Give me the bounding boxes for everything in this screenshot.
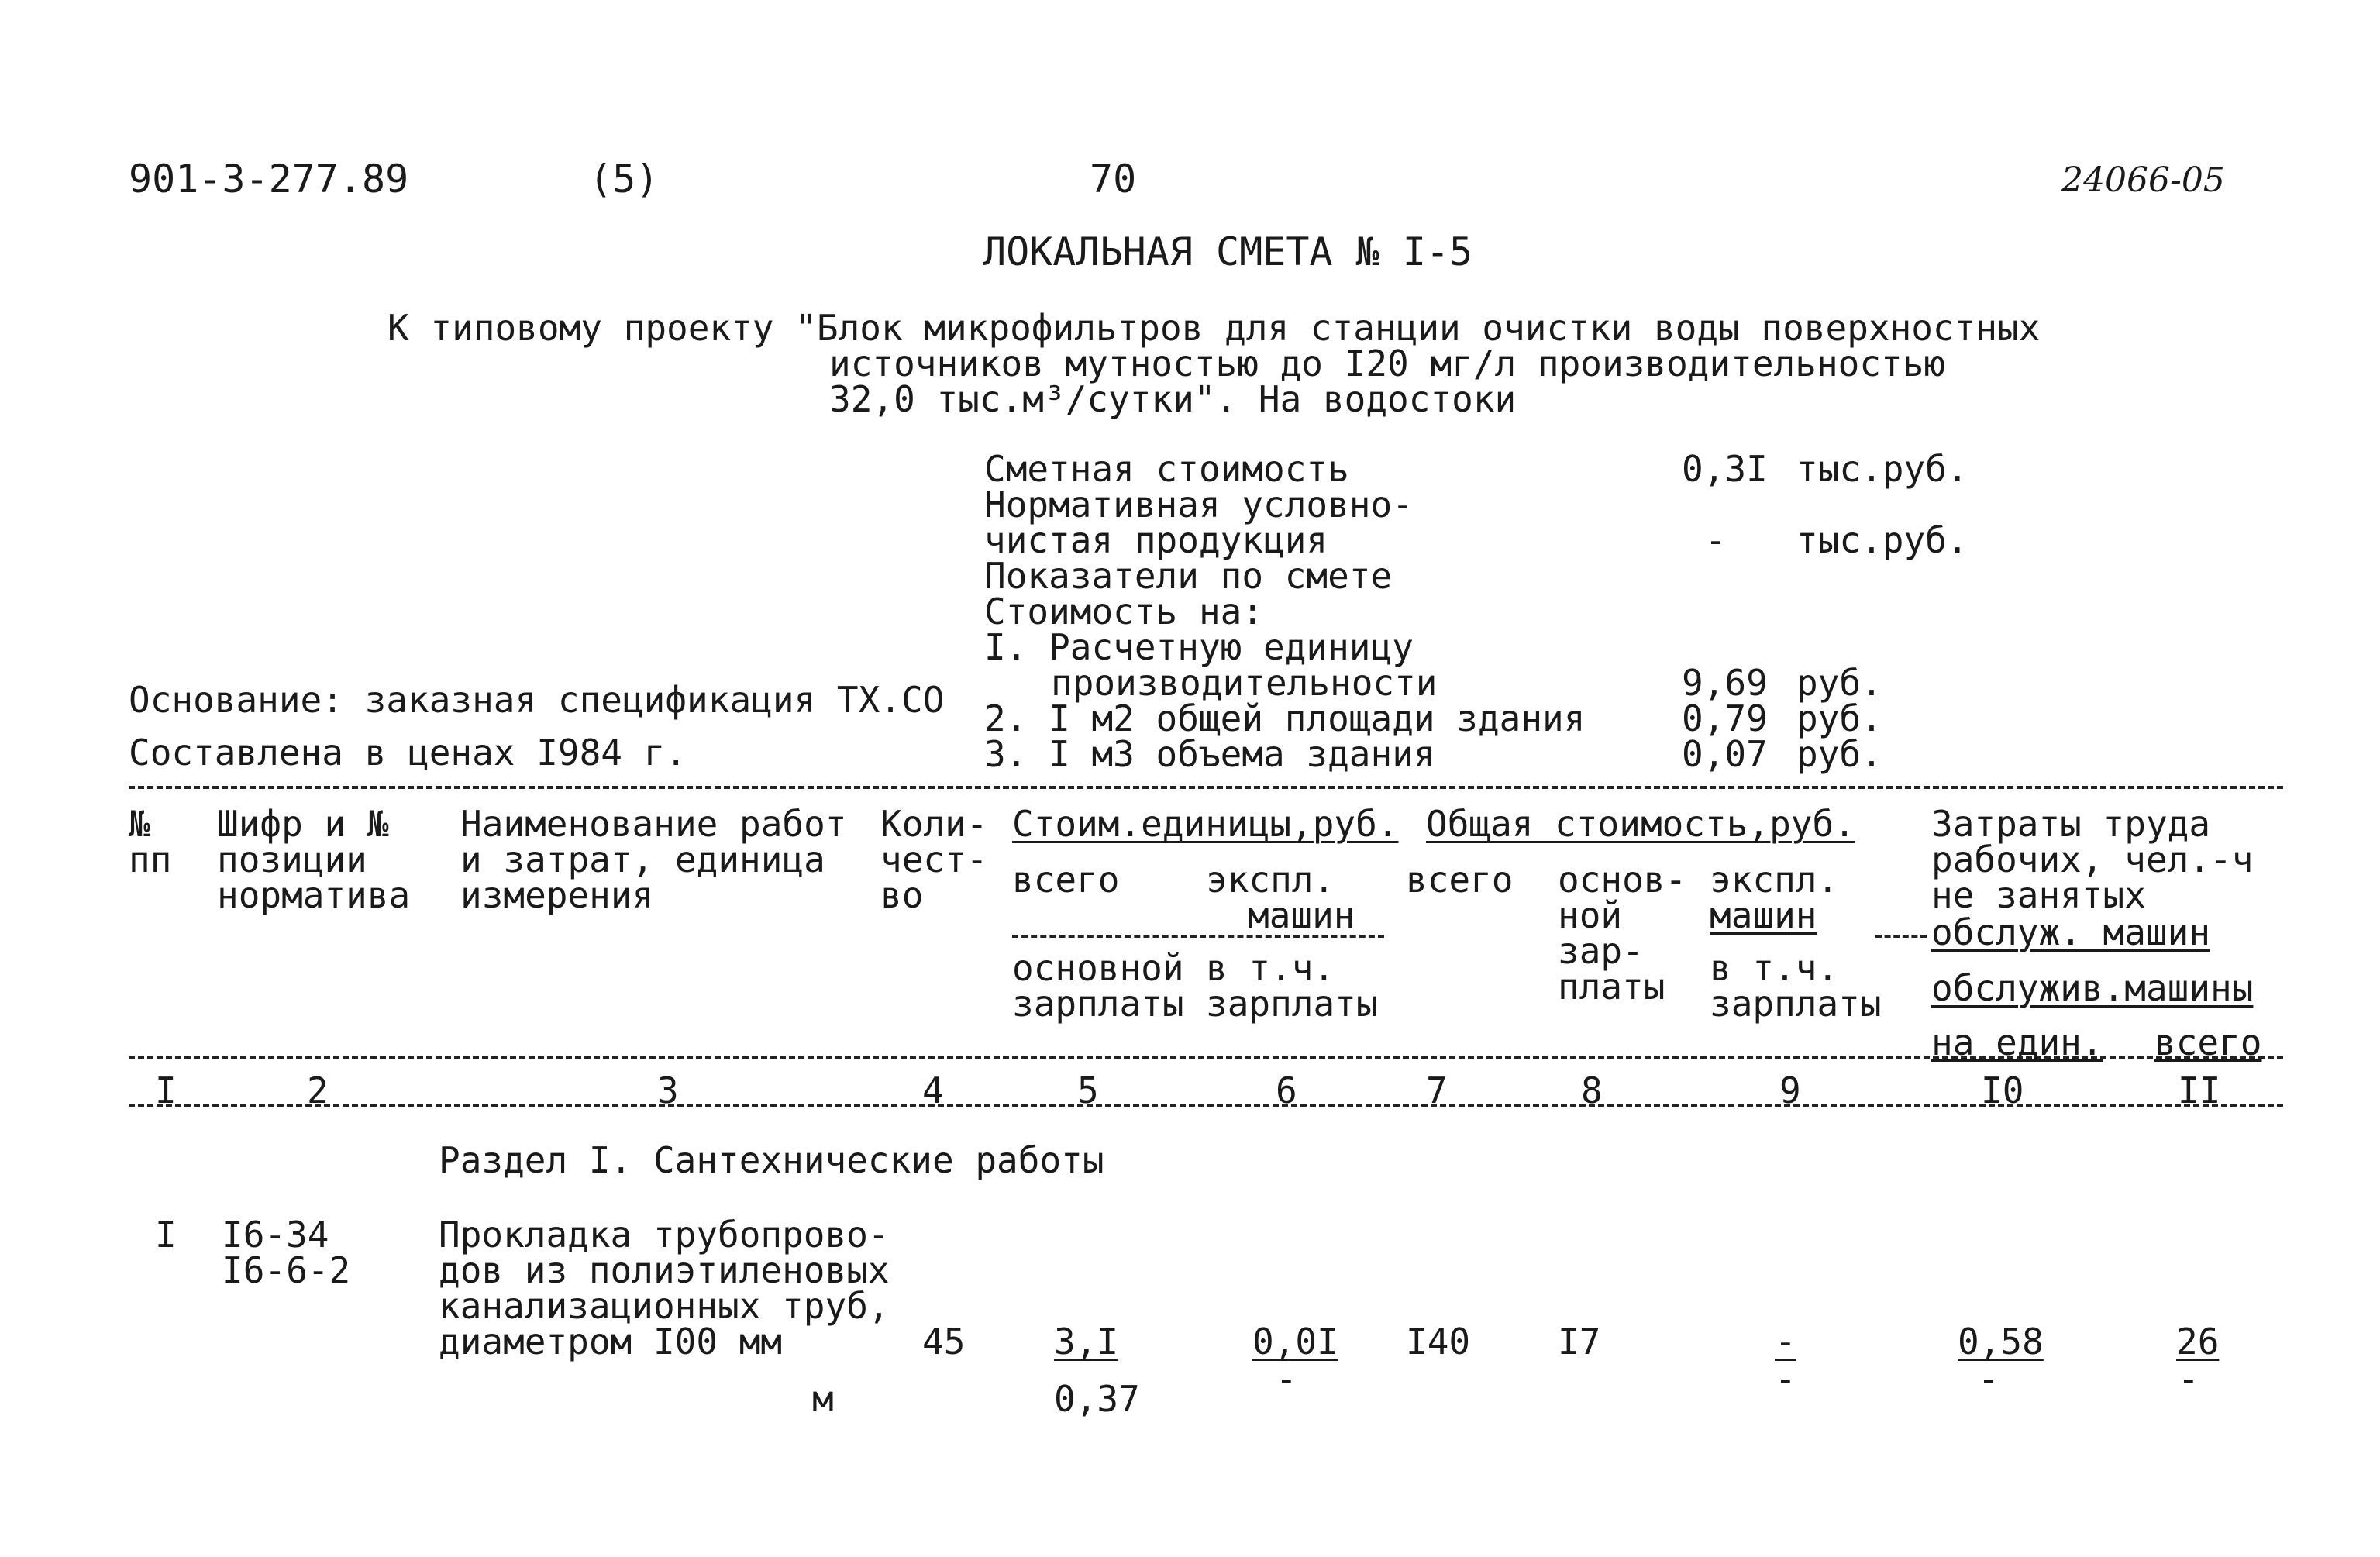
indicator-3-label: 3. I м3 объема здания	[984, 733, 1435, 775]
col-number-4: 4	[922, 1070, 944, 1111]
col-6-top-line-2: машин	[1248, 894, 1355, 936]
indicator-1-value: 9,69	[1682, 662, 1768, 704]
col-8-line-1: основ-	[1558, 859, 1687, 901]
row-1-name-line-1: Прокладка трубопрово-	[439, 1214, 890, 1256]
col-6-bottom-line-2: зарплаты	[1206, 983, 1378, 1025]
basis-text: Основание: заказная спецификация ТХ.СО	[129, 679, 945, 721]
col-num-line-1: №	[129, 803, 150, 845]
col-5-bottom-line-1: основной	[1012, 947, 1184, 989]
col-name-line-1: Наименование работ	[460, 803, 847, 845]
subtitle-line-3: 32,0 тыс.м³/сутки". На водостоки	[829, 378, 1517, 420]
row-1-qty: 45	[922, 1321, 966, 1362]
album-number: (5)	[589, 157, 660, 202]
col-name-line-2: и затрат, единица	[460, 839, 825, 880]
col-9-top-line-1: экспл.	[1710, 859, 1839, 901]
col-name-line-3: измерения	[460, 874, 654, 916]
estimated-cost-value: 0,3I	[1682, 448, 1768, 490]
prices-text: Составлена в ценах I984 г.	[129, 732, 687, 773]
section-heading: Раздел I. Сантехнические работы	[439, 1139, 1104, 1181]
row-1-code-2: I6-6-2	[222, 1249, 351, 1291]
col-number-8: 8	[1581, 1070, 1603, 1111]
col-num-line-2: пп	[129, 839, 172, 880]
col-7-header: всего	[1406, 859, 1514, 901]
col-9-bottom-line-2: зарплаты	[1710, 983, 1882, 1025]
row-1-total-mach-salary: -	[1775, 1358, 1796, 1400]
col-qty-line-3: во	[880, 874, 924, 916]
col-number-6: 6	[1276, 1070, 1297, 1111]
col-code-line-1: Шифр и №	[217, 803, 389, 845]
row-1-labor-total: 26	[2176, 1321, 2220, 1362]
indicator-2-unit: руб.	[1796, 698, 1882, 739]
row-1-unit: м	[812, 1378, 834, 1420]
handwritten-code: 24066-05	[2061, 160, 2225, 200]
row-1-name-line-3: канализационных труб,	[439, 1285, 890, 1327]
col-number-1: I	[155, 1070, 177, 1111]
labor-group-line-2: рабочих, чел.-ч	[1931, 839, 2254, 880]
row-1-num: I	[155, 1214, 177, 1256]
row-1-name-line-2: дов из полиэтиленовых	[439, 1249, 890, 1291]
labor-sub-1: обслуж. машин	[1931, 911, 2211, 953]
col-8-line-3: зар-	[1558, 930, 1644, 972]
col-9-top-line-2: машин	[1710, 894, 1817, 936]
row-1-code-1: I6-34	[222, 1214, 329, 1256]
indicator-1-unit: руб.	[1796, 662, 1882, 704]
col-5-top: всего	[1012, 859, 1120, 901]
col-number-10: I0	[1981, 1070, 2024, 1111]
table-top-rule	[129, 786, 2283, 789]
col-number-3: 3	[657, 1070, 679, 1111]
col-8-line-4: платы	[1558, 966, 1665, 1008]
net-product-label-1: Нормативная условно-	[984, 484, 1414, 525]
estimated-cost-label: Сметная стоимость	[984, 448, 1349, 490]
row-1-labor-unit: 0,58	[1958, 1321, 2044, 1362]
row-1-total-mach: -	[1775, 1321, 1796, 1362]
subtitle-line-1: К типовому проекту "Блок микрофильтров для станции очистки воды поверхностных	[387, 307, 2041, 349]
col-9-bottom-line-1: в т.ч.	[1710, 947, 1839, 989]
document-code: 901-3-277.89	[129, 157, 409, 202]
row-1-total: I40	[1406, 1321, 1471, 1362]
total-cost-group-header: Общая стоимость,руб.	[1426, 803, 1855, 845]
unit-cost-group-header: Стоим.единицы,руб.	[1012, 803, 1399, 845]
indicator-2-label: 2. I м2 общей площади здания	[984, 698, 1586, 739]
col-8-line-2: ной	[1558, 894, 1623, 936]
row-1-unit-mach: 0,0I	[1252, 1321, 1338, 1362]
net-product-value: -	[1705, 519, 1727, 561]
row-1-unit-total: 3,I	[1054, 1321, 1119, 1362]
labor-group-line-1: Затраты труда	[1931, 803, 2211, 845]
row-1-name-line-4: диаметром I00 мм	[439, 1321, 783, 1362]
page-number: 70	[1090, 157, 1137, 202]
net-product-unit: тыс.руб.	[1796, 519, 1968, 561]
row-1-labor-total-sub: -	[2178, 1358, 2199, 1400]
col-code-line-2: позиции	[217, 839, 367, 880]
page-title: ЛОКАЛЬНАЯ СМЕТА № I-5	[983, 229, 1473, 274]
col-5-bottom-line-2: зарплаты	[1012, 983, 1184, 1025]
col-number-2: 2	[307, 1070, 329, 1111]
cost-per-label: Стоимость на:	[984, 591, 1264, 632]
col-6-top-line-1: экспл.	[1206, 859, 1335, 901]
col-number-11: II	[2178, 1070, 2221, 1111]
col-10-bottom: на един.	[1931, 1021, 2103, 1063]
row-1-unit-salary: 0,37	[1054, 1378, 1140, 1420]
col-number-5: 5	[1077, 1070, 1099, 1111]
indicator-3-value: 0,07	[1682, 733, 1768, 775]
indicators-label: Показатели по смете	[984, 555, 1393, 597]
labor-sub-2: обслужив.машины	[1931, 967, 2254, 1009]
net-product-label-2: чистая продукция	[984, 519, 1328, 561]
col-code-line-3: норматива	[217, 874, 411, 916]
mach-subrule	[1875, 935, 1927, 938]
labor-group-line-3: не занятых	[1931, 874, 2146, 916]
row-1-labor-unit-sub: -	[1978, 1358, 1999, 1400]
row-1-unit-mach-salary: -	[1276, 1358, 1297, 1400]
col-number-7: 7	[1426, 1070, 1448, 1111]
indicator-1-line-2: производительности	[1051, 662, 1438, 704]
indicator-2-value: 0,79	[1682, 698, 1768, 739]
col-qty-line-2: чест-	[880, 839, 988, 880]
col-qty-line-1: Коли-	[880, 803, 988, 845]
numbering-rule	[129, 1104, 2283, 1107]
row-1-total-salary: I7	[1558, 1321, 1601, 1362]
indicator-1-line-1: I. Расчетную единицу	[984, 626, 1414, 668]
col-11-bottom: всего	[2154, 1021, 2262, 1063]
estimated-cost-unit: тыс.руб.	[1796, 448, 1968, 490]
indicator-3-unit: руб.	[1796, 733, 1882, 775]
col-6-bottom-line-1: в т.ч.	[1206, 947, 1335, 989]
col-number-9: 9	[1779, 1070, 1801, 1111]
subtitle-line-2: источников мутностью до I20 мг/л производительностью	[829, 343, 1946, 384]
